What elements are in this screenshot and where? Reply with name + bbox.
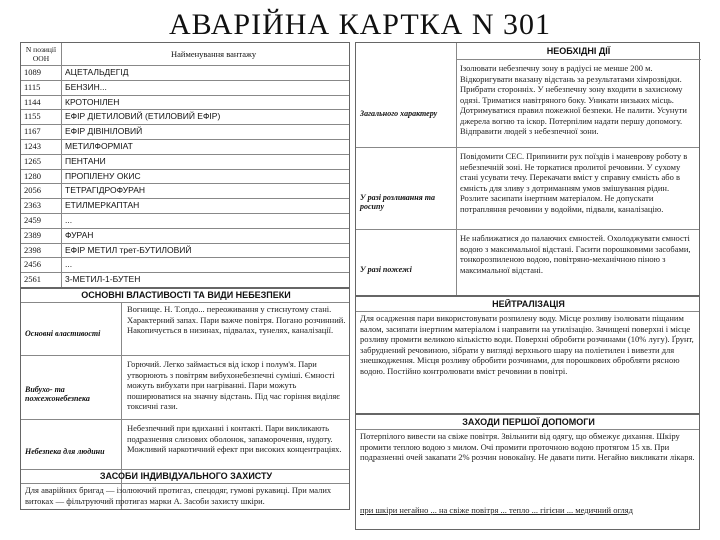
cargo-table-head-num: N позиції ООН	[25, 45, 57, 63]
cargo-un-number: 2056	[24, 185, 41, 196]
cargo-name: ЕФІР МЕТИЛ трет-БУТИЛОВИЙ	[65, 244, 192, 255]
properties-text-fire: Горючий. Легко займається від іскор і полум'я. Пари утворюють з повітрям вибухонебезпечні суміші. Ємності можуть вибухати при нагріванні. Пари можуть поширюватися на значну відстань. Під час горіння виділяє токсичні гази.	[127, 359, 340, 411]
cargo-un-number: 2398	[24, 244, 41, 255]
cargo-name: АЦЕТАЛЬДЕГІД	[65, 67, 129, 77]
first-aid-header: ЗАХОДИ ПЕРШОЇ ДОПОМОГИ	[462, 417, 595, 427]
cargo-name: КРОТОНІЛЕН	[65, 96, 120, 107]
needed-label-spill: У разі розливання та росипу	[360, 193, 436, 211]
properties-label-basic: Основні властивості	[25, 329, 101, 338]
cargo-un-number: 1280	[24, 170, 41, 181]
ppe-text: Для аварійних бригад — ізолюючий протигаз, спецодяг, гумові рукавиці. При малих витоках — фільтруючий протигаз марки А. Засоби захисту шкіри.	[25, 485, 332, 506]
cargo-table-head-name: Найменування вантажу	[171, 49, 257, 59]
cargo-name: ...	[65, 259, 73, 270]
properties-text-health: Небезпечний при вдиханні і контакті. Пари викликають подразнення слизових оболонок, запаморочення, нудоту. Можливий наркотичний ефект при високих концентраціях.	[127, 423, 342, 454]
cargo-name: ЕТИЛМЕРКАПТАН	[65, 200, 140, 211]
neutralization-text: Для осадження пари використовувати розпилену воду. Місце розливу ізолювати піщаним валом, засипати інертним матеріалом і направити на утилізацію. Зачищені поверхні і місце розливу промити великою кількістю води. Поверхні обробити розчинами (10% лугу). Ґрунт, забруднений речовиною, зібрати у вигляді верхнього шару на поліетилен і вивезти для знешкодження. Місця розливу обробити розчинами, для порошкових обробляти рясною водою. Постійно контролювати вміст речовини в повітрі.	[360, 313, 694, 376]
cargo-name: ЕФІР ДІЕТИЛОВИЙ (ЕТИЛОВИЙ ЕФІР)	[65, 111, 221, 122]
needed-text-general: Ізолювати небезпечну зону в радіусі не менше 200 м. Відкоригувати вказану відстань за результатами хімрозвідки. Прибрати сторонніх. У небезпечну зону входити в захисному одязі. Триматися навітряного боку. Уникати низьких місць. Дотримуватися правил пожежної безпеки. Не палити. Усунути джерела вогню та іскор. Потерпілим надати першу допомогу. Відправити людей з небезпечної зони.	[460, 63, 687, 136]
cargo-un-number: 1265	[24, 155, 41, 166]
needed-text-spill: Повідомити СЕС. Припинити рух поїздів і маневрову роботу в небезпечній зоні. Не торкатися пролитої речовини. У сухому стані усувати течу. Перекачати вміст у справну ємність або в ємність для зливу з дотриманням умов змішування рідин. Розлите засипати інертним матеріалом. Не допускати потрапляння речовини у водойми, підвали, каналізацію.	[460, 151, 688, 214]
needed-label-general: Загального характеру	[360, 109, 438, 118]
cargo-un-number: 1167	[24, 126, 41, 137]
first-aid-section	[355, 414, 700, 530]
cargo-name: ТЕТРАГІДРОФУРАН	[65, 185, 146, 196]
cargo-un-number: 2389	[24, 229, 41, 240]
cargo-name: 3-МЕТИЛ-1-БУТЕН	[65, 274, 141, 285]
cargo-table	[20, 42, 350, 288]
cargo-name: ПЕНТАНИ	[65, 155, 106, 166]
needed-actions-header: НЕОБХІДНІ ДІЇ	[546, 46, 611, 56]
cargo-un-number: 2456	[24, 259, 41, 270]
properties-label-fire: Вибухо- та пожежонебезпека	[25, 385, 90, 403]
cargo-un-number: 2363	[24, 200, 41, 211]
cargo-name: ...	[65, 215, 73, 225]
cargo-un-number: 1155	[24, 111, 41, 122]
cargo-un-number: 2561	[24, 274, 41, 285]
properties-text-basic: Вогнище. Н. Т.опдо... переоживання у стиснутому стані. Характерний запах. Пари важче повітря. Погано розчинний. Накопичується в низинах, підвалах, тунелях, каналізації.	[127, 304, 346, 335]
cargo-un-number: 1089	[24, 67, 41, 77]
cargo-un-number: 1243	[24, 141, 41, 151]
properties-label-health: Небезпека для людини	[25, 447, 105, 456]
page-title: АВАРІЙНА КАРТКА N 301	[168, 8, 551, 41]
properties-header: ОСНОВНІ ВЛАСТИВОСТІ ТА ВИДИ НЕБЕЗПЕКИ	[81, 290, 291, 300]
ppe-header: ЗАСОБИ ІНДИВІДУАЛЬНОГО ЗАХИСТУ	[99, 471, 273, 481]
neutralization-section	[355, 296, 700, 414]
needed-label-fire: У разі пожежі	[360, 265, 412, 274]
cargo-un-number: 2459	[24, 215, 41, 225]
neutralization-header: НЕЙТРАЛІЗАЦІЯ	[492, 299, 565, 309]
properties-section	[20, 288, 350, 510]
cargo-name: ПРОПІЛЕНУ ОКИС	[65, 170, 141, 181]
cargo-un-number: 1144	[24, 96, 41, 107]
cargo-name: ЕФІР ДІВІНІЛОВИЙ	[65, 126, 143, 137]
cargo-un-number: 1115	[24, 81, 41, 92]
needed-actions-section	[355, 42, 700, 296]
cargo-name: МЕТИЛФОРМІАТ	[65, 141, 133, 151]
cargo-name: БЕНЗИН...	[65, 81, 107, 92]
first-aid-text: Потерпілого вивести на свіже повітря. Звільнити від одягу, що обмежує дихання. Шкіру промити теплою водою з милом. Очі промити проточною водою протягом 15 хв. При подразненні очей закапати 2% розчин новокаїну. Не давати пити. Негайно викликати лікаря.	[360, 431, 695, 462]
cargo-name: ФУРАН	[65, 229, 94, 240]
first-aid-last-line: при шкіри негайно ... на свіже повітря ... тепло ... гігієни ... медичний огляд	[360, 505, 633, 515]
needed-text-fire: Не наближатися до палаючих ємностей. Охолоджувати ємності водою з максимальної відстані. Гасити порошковими засобами, тонкорозпиленою водою, повітряно-механічною піною з максимальної відстані.	[460, 233, 691, 275]
